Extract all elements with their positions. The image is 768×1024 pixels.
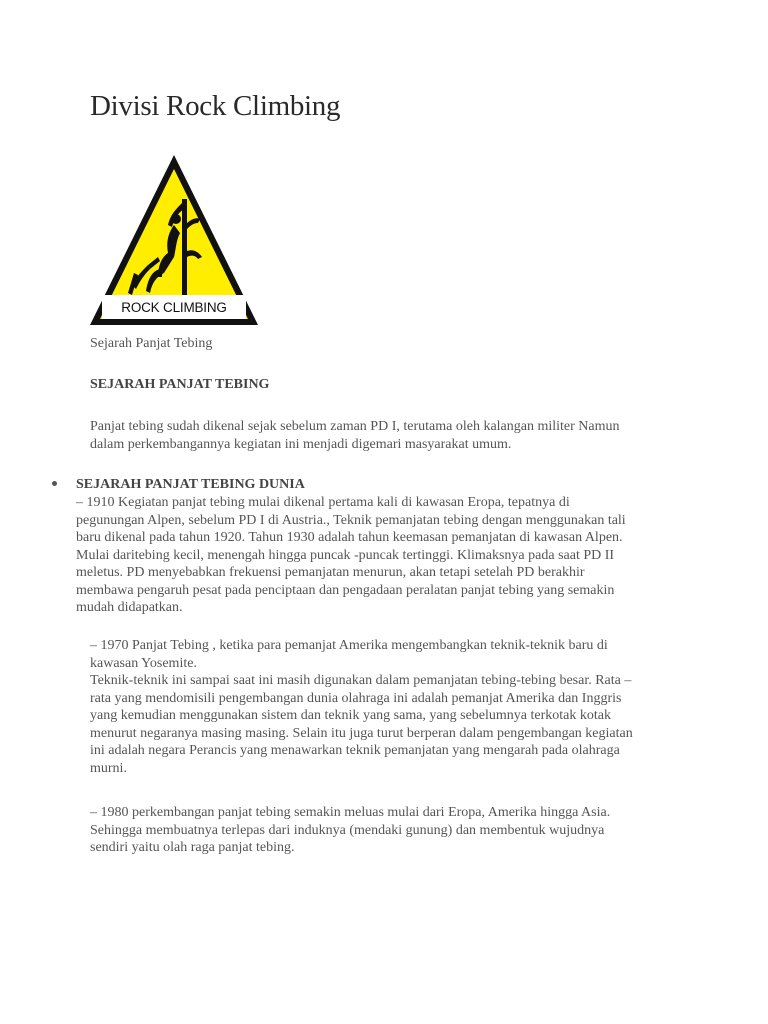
paragraph-line: – 1970 Panjat Tebing , ketika para pemanjat Amerika mengembangkan teknik-teknik baru di — [90, 638, 608, 653]
paragraph-line: yang kemudian menggunakan sistem dan teknik yang sama, yang sebelumnya terkotak kotak — [90, 708, 611, 723]
image-caption: Sejarah Panjat Tebing — [90, 336, 213, 351]
paragraph-line: mudah didapatkan. — [76, 600, 183, 615]
paragraph-line: – 1980 perkembangan panjat tebing semakin meluas mulai dari Eropa, Amerika hingga Asia. — [90, 805, 611, 820]
bullet-dot-icon — [52, 481, 57, 486]
rock-climbing-logo-graphic — [88, 153, 260, 327]
bullet-heading: SEJARAH PANJAT TEBING DUNIA — [76, 477, 305, 492]
bullet-item — [52, 476, 692, 494]
intro-paragraph — [90, 418, 690, 453]
paragraph-line: Teknik-teknik ini sampai saat ini masih digunakan dalam pemanjatan tebing-tebing besar. Rata – — [90, 673, 632, 688]
paragraph-1910 — [76, 494, 686, 617]
paragraph-line: meletus. PD menyebabkan frekuensi pemanjatan menurun, akan tetapi setelah PD berakhir — [76, 565, 585, 580]
paragraph-line: sendiri yaitu olah raga panjat tebing. — [90, 840, 295, 855]
paragraph-line: membawa pengaruh pesat pada penciptaan dan pengadaan peralatan panjat tebing yang semakin — [76, 582, 615, 598]
paragraph-1980 — [90, 804, 690, 857]
paragraph-line: – 1910 Kegiatan panjat tebing mulai dikenal pertama kali di kawasan Eropa, tepatnya di — [76, 495, 570, 510]
logo-text: ROCK CLIMBING — [121, 300, 227, 315]
paragraph-1970 — [90, 637, 690, 777]
intro-line: dalam perkembangannya kegiatan ini menjadi digemari masyarakat umum. — [90, 436, 512, 452]
paragraph-line: kawasan Yosemite. — [90, 655, 197, 671]
paragraph-line: pegunungan Alpen, sebelum PD I di Austria., Teknik pemanjatan tebing dengan menggunakan tali — [76, 512, 626, 528]
paragraph-line: rata yang mendomisili pengembangan dunia olahraga ini adalah pemanjat Amerika dan Inggris — [90, 690, 622, 706]
section-heading: SEJARAH PANJAT TEBING — [90, 377, 270, 392]
rock-climbing-logo — [88, 153, 260, 327]
paragraph-line: menurut negaranya masing masing. Selain itu juga turut berperan dalam pengembangan kegiatan — [90, 725, 633, 741]
paragraph-line: murni. — [90, 760, 127, 776]
paragraph-line: Mulai daritebing kecil, menengah hingga puncak -puncak tertinggi. Klimaksnya pada saat PD II — [76, 547, 615, 563]
paragraph-line: baru dikenal pada tahun 1920. Tahun 1930 adalah tahun keemasan pemanjatan di kawasan Alpen. — [76, 530, 623, 545]
paragraph-line: Sehingga membuatnya terlepas dari induknya (mendaki gunung) dan membentuk wujudnya — [90, 822, 605, 838]
intro-line: Panjat tebing sudah dikenal sejak sebelum zaman PD I, terutama oleh kalangan militer Namun — [90, 419, 620, 434]
page-title: Divisi Rock Climbing — [90, 90, 341, 122]
paragraph-line: ini adalah negara Perancis yang menawarkan teknik pemanjatan yang mengarah pada olahraga — [90, 743, 620, 758]
